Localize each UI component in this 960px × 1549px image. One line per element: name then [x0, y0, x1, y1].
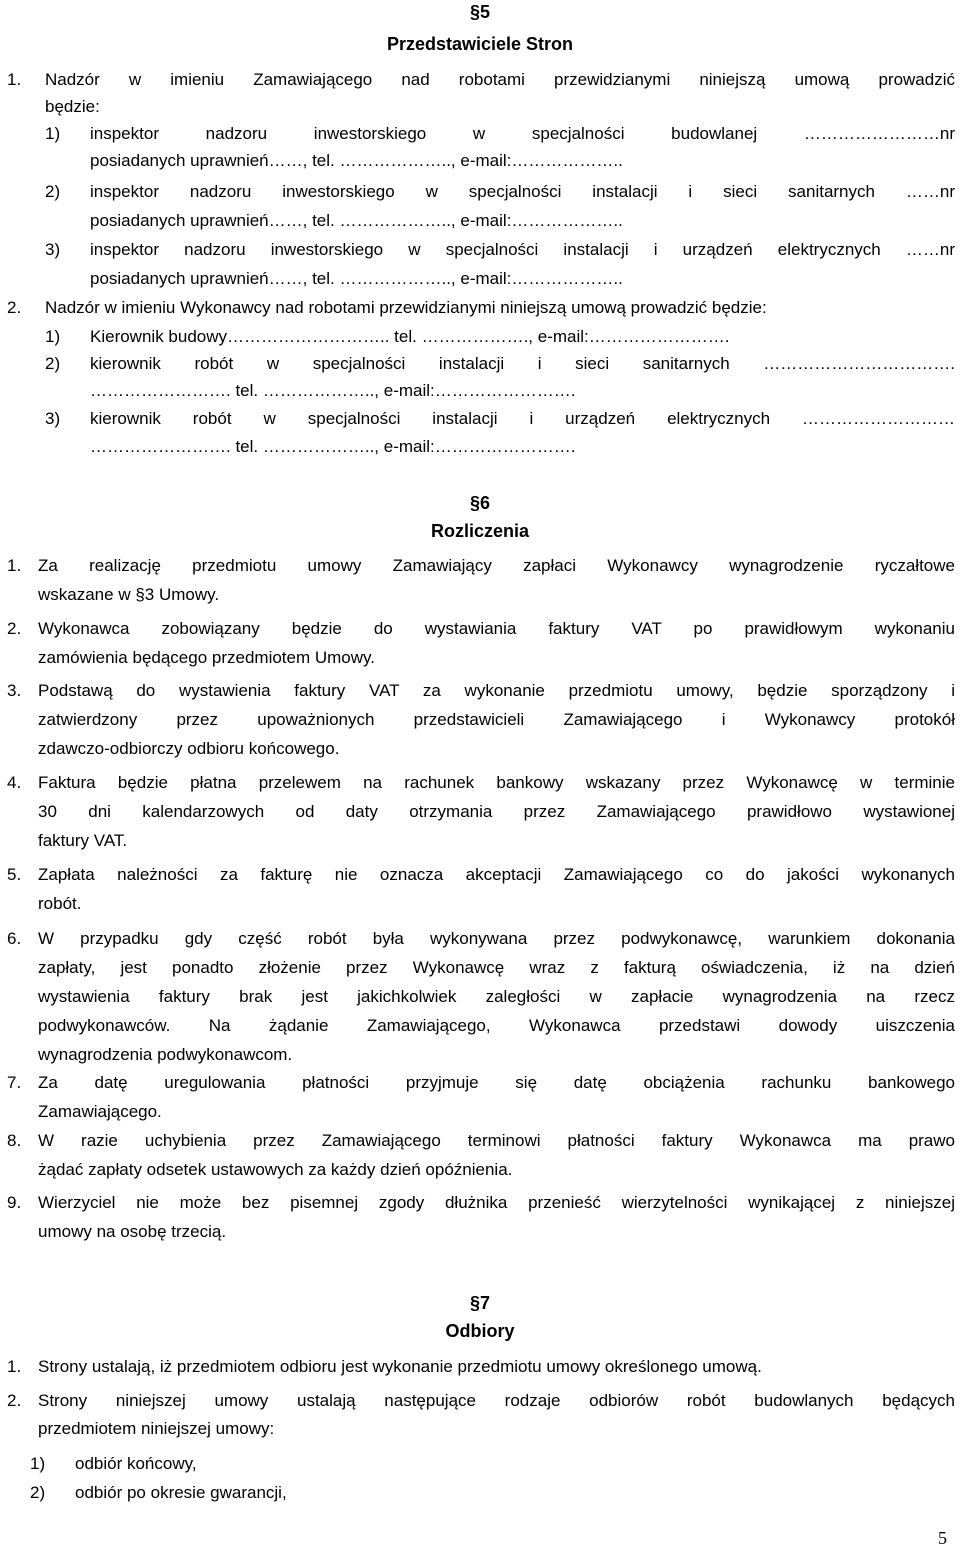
s7-p1-line1: Strony ustalają, iż przedmiotem odbioru jest wykonanie przedmiotu umowy określonego umową. [38, 1357, 762, 1376]
s5-p1-item2-line1: inspektor nadzoru inwestorskiego w specjalności instalacji i sieci sanitarnych ……nr [90, 182, 955, 201]
s7-p1-number: 1. [7, 1357, 22, 1376]
s5-p1-item2-number: 2) [45, 182, 61, 201]
s5-p2-item3-line2: ……………………. tel. ……………….., e-mail:……………………. [90, 437, 576, 456]
settlement-item-line: W razie uchybienia przez Zamawiającego terminowi płatności faktury Wykonawca ma prawo [38, 1131, 955, 1150]
settlement-item-line: 30 dni kalendarzowych od daty otrzymania przez Zamawiającego prawidłowo wystawionej [38, 802, 955, 821]
s7-sub1-number: 1) [30, 1454, 46, 1473]
settlement-item-number: 3. [7, 681, 22, 700]
s5-p1-item1-line2: posiadanych uprawnień……, tel. ……………….., e-mail:……………….. [90, 151, 623, 170]
s5-p2-item1-number: 1) [45, 327, 61, 346]
s5-p2-item2-number: 2) [45, 354, 61, 373]
settlement-item-line: podwykonawców. Na żądanie Zamawiającego, Wykonawca przedstawi dowody uiszczenia [38, 1016, 955, 1035]
s5-p1-line2: będzie: [45, 97, 100, 116]
s5-p1-item3-number: 3) [45, 240, 61, 259]
s7-sub2-text: odbiór po okresie gwarancji, [75, 1483, 287, 1502]
s5-p1-item2-line2: posiadanych uprawnień……, tel. ……………….., e-mail:……………….. [90, 211, 623, 230]
section-7-number: §7 [469, 1293, 491, 1313]
settlement-item-line: wynagrodzenia podwykonawcom. [38, 1045, 293, 1064]
settlement-item-line: Wykonawca zobowiązany będzie do wystawiania faktury VAT po prawidłowym wykonaniu [38, 619, 955, 638]
settlement-item-line: Zamawiającego. [38, 1102, 162, 1121]
settlement-item-number: 1. [7, 556, 22, 575]
section-5-number: §5 [469, 2, 491, 22]
settlement-item-number: 2. [7, 619, 22, 638]
settlement-item-line: Wierzyciel nie może bez pisemnej zgody dłużnika przenieść wierzytelności wynikającej z niniejszej [38, 1193, 955, 1212]
settlement-item-line: wystawienia faktury brak jest jakichkolwiek zaległości w zapłacie wynagrodzenia na rzecz [38, 987, 955, 1006]
settlement-item-line: zdawczo-odbiorczy odbioru końcowego. [38, 739, 340, 758]
settlement-item-line: Zapłata należności za fakturę nie oznacza akceptacji Zamawiającego co do jakości wykonanych [38, 865, 955, 884]
settlement-item-number: 5. [7, 865, 22, 884]
settlement-item-line: umowy na osobę trzecią. [38, 1222, 227, 1241]
s5-p1-number: 1. [7, 70, 22, 89]
s5-p2-item3-number: 3) [45, 409, 61, 428]
settlement-item-number: 9. [7, 1193, 22, 1212]
s7-sub2-number: 2) [30, 1483, 46, 1502]
s5-p1-item3-line2: posiadanych uprawnień……, tel. ……………….., e-mail:……………….. [90, 269, 623, 288]
section-7-title: Odbiory [445, 1321, 515, 1341]
s7-p2-line2: przedmiotem niniejszej umowy: [38, 1419, 275, 1438]
settlement-item-line: żądać zapłaty odsetek ustawowych za każdy dzień opóźnienia. [38, 1160, 513, 1179]
s7-sub1-text: odbiór końcowy, [75, 1454, 197, 1473]
settlement-item-line: W przypadku gdy część robót była wykonywana przez podwykonawcę, warunkiem dokonania [38, 929, 955, 948]
settlement-item-line: Faktura będzie płatna przelewem na rachunek bankowy wskazany przez Wykonawcę w terminie [38, 773, 955, 792]
settlement-item-number: 7. [7, 1073, 22, 1092]
settlement-item-line: robót. [38, 894, 82, 913]
section-6-title: Rozliczenia [430, 521, 530, 541]
s5-p2-item3-line1: kierownik robót w specjalności instalacji i urządzeń elektrycznych ……………………… [90, 409, 955, 428]
s5-p1-item1-line1: inspektor nadzoru inwestorskiego w specjalności budowlanej ……………………nr [90, 124, 955, 143]
s5-p2-item2-line1: kierownik robót w specjalności instalacji i sieci sanitarnych ……………………………. [90, 354, 955, 373]
section-5-title: Przedstawiciele Stron [386, 34, 574, 54]
settlement-item-number: 6. [7, 929, 22, 948]
s5-p2-line1: Nadzór w imieniu Wykonawcy nad robotami przewidzianymi niniejszą umową prowadzić będzie: [45, 298, 767, 317]
s7-p2-number: 2. [7, 1391, 22, 1410]
s5-p2-item2-line2: ……………………. tel. ……………….., e-mail:……………………. [90, 381, 576, 400]
s5-p1-line1: Nadzór w imieniu Zamawiającego nad robotami przewidzianymi niniejszą umową prowadzić [45, 70, 955, 89]
s5-p2-number: 2. [7, 298, 22, 317]
settlement-item-line: zamówienia będącego przedmiotem Umowy. [38, 648, 376, 667]
settlement-item-line: Podstawą do wystawienia faktury VAT za wykonanie przedmiotu umowy, będzie sporządzony i [38, 681, 955, 700]
s5-p2-item1-line1: Kierownik budowy……………………….. tel. ………………., e-mail:……………………. [90, 327, 730, 346]
s5-p1-item1-number: 1) [45, 124, 61, 143]
settlement-item-line: wskazane w §3 Umowy. [38, 585, 220, 604]
settlement-item-number: 4. [7, 773, 22, 792]
settlement-item-line: Za realizację przedmiotu umowy Zamawiający zapłaci Wykonawcy wynagrodzenie ryczałtowe [38, 556, 955, 575]
s7-p2-line1: Strony niniejszej umowy ustalają następujące rodzaje odbiorów robót budowlanych będących [38, 1391, 955, 1410]
settlement-item-line: zatwierdzony przez upoważnionych przedstawicieli Zamawiającego i Wykonawcy protokół [38, 710, 955, 729]
s5-p1-item3-line1: inspektor nadzoru inwestorskiego w specjalności instalacji i urządzeń elektrycznych ……nr [90, 240, 955, 259]
settlement-item-number: 8. [7, 1131, 22, 1150]
settlement-item-line: Za datę uregulowania płatności przyjmuje się datę obciążenia rachunku bankowego [38, 1073, 955, 1092]
section-6-number: §6 [469, 493, 491, 513]
settlement-item-line: faktury VAT. [38, 831, 128, 850]
page-number: 5 [938, 1528, 947, 1548]
settlement-item-line: zapłaty, jest ponadto złożenie przez Wykonawcę wraz z fakturą oświadczenia, iż na dzień [38, 958, 955, 977]
